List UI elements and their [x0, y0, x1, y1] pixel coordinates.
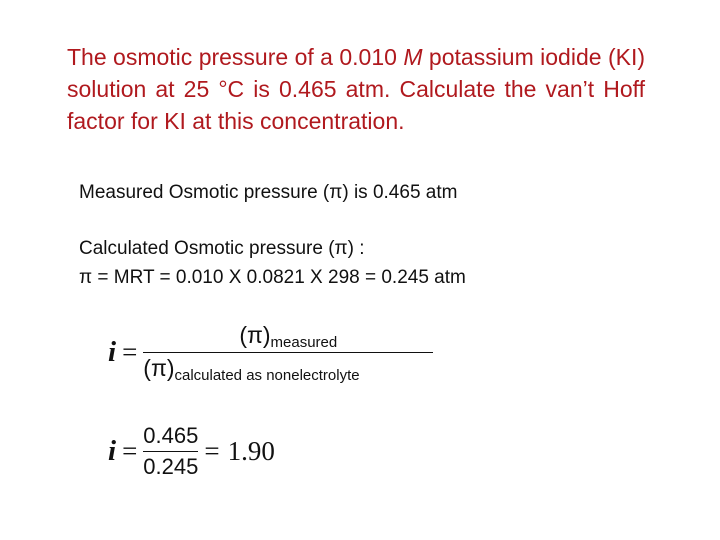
- numeric-variable-i: i: [108, 434, 117, 467]
- numeric-fraction: [143, 423, 198, 480]
- numeric-equals-sign: =: [122, 435, 138, 466]
- formula-denominator: [143, 353, 359, 382]
- question-text: [67, 41, 645, 137]
- formula-numerator: [239, 322, 337, 352]
- denominator-subscript: calculated as nonelectrolyte: [174, 367, 360, 384]
- numerator-pi-symbol: (π): [239, 322, 271, 348]
- calculated-pressure-label: Calculated Osmotic pressure (π) :: [79, 238, 365, 259]
- question-part-1: The osmotic pressure of a 0.010: [67, 44, 404, 70]
- result-equals-sign: =: [204, 435, 220, 466]
- numeric-numerator: 0.465: [143, 422, 199, 448]
- denominator-pi-symbol: (π): [143, 355, 175, 381]
- vant-hoff-numeric-formula: [108, 416, 275, 486]
- formula-variable-i: i: [108, 335, 117, 368]
- numeric-denominator: 0.245: [143, 453, 199, 479]
- vant-hoff-result: 1.90: [227, 435, 275, 466]
- formula-fraction: [143, 322, 433, 382]
- formula-equals-sign: =: [122, 336, 138, 367]
- question-molarity-unit: M: [403, 44, 423, 70]
- numeric-fraction-bar: [143, 451, 198, 452]
- calculated-pressure-equation: π = MRT = 0.010 X 0.0821 X 298 = 0.245 atm: [79, 267, 466, 288]
- vant-hoff-general-formula: [108, 316, 433, 388]
- question-part-3: potassium iodide (KI) solution at 25 °C is 0.465 atm. Calculate the van’t Hoff factor for KI at this concentration.: [67, 44, 645, 134]
- numerator-subscript: measured: [270, 334, 338, 351]
- measured-pressure-line: Measured Osmotic pressure (π) is 0.465 atm: [79, 182, 458, 203]
